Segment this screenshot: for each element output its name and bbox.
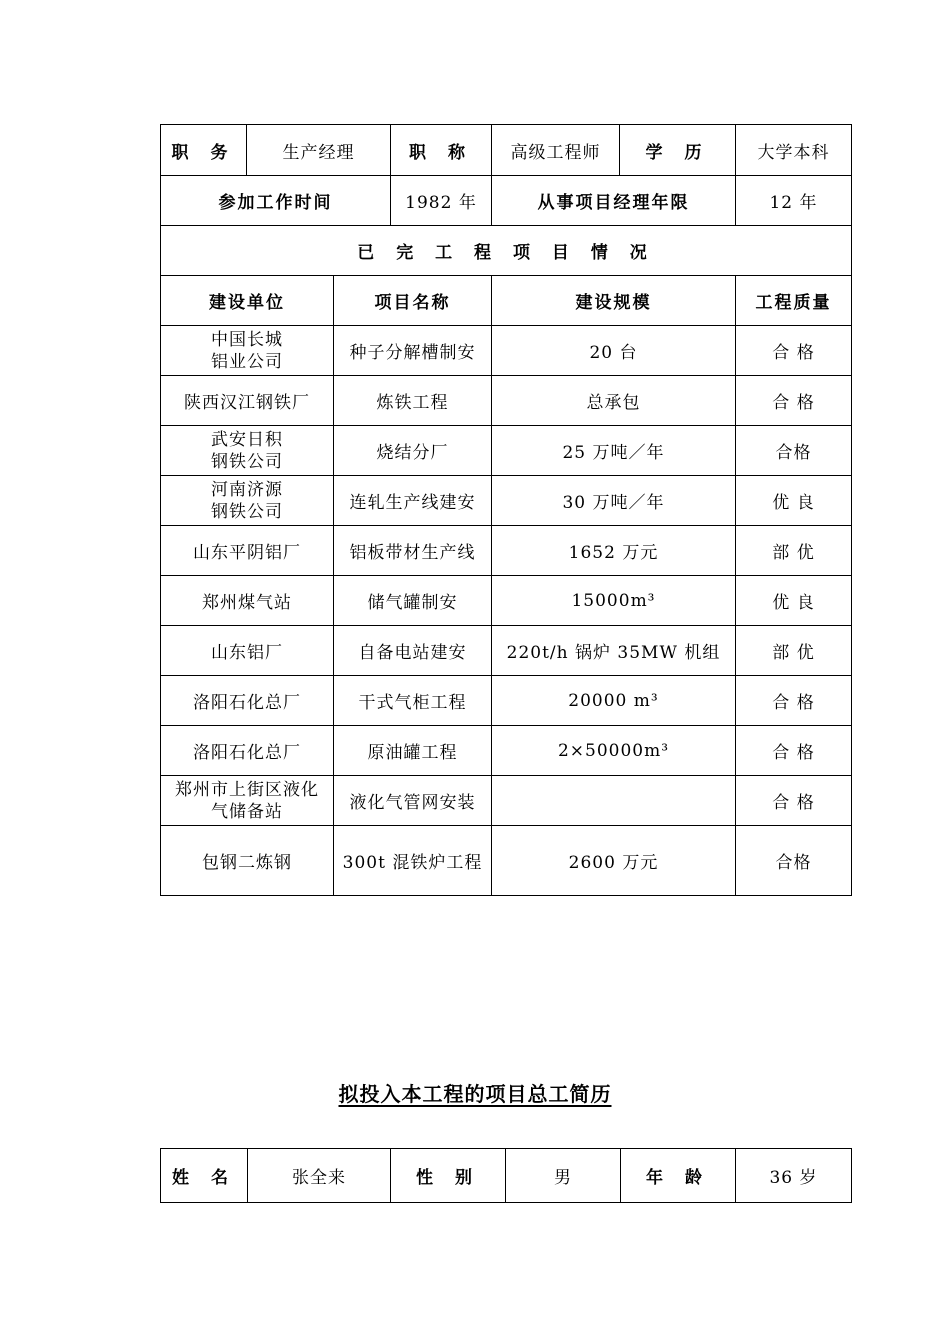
unit-cell: 山东铝厂 [161,626,334,676]
work-start-value: 1982 年 [391,176,492,226]
header-row [161,276,852,326]
pm-years-label: 从事项目经理年限 [492,176,736,226]
unit-cell: 郑州市上街区液化 气储备站 [161,776,334,826]
quality-cell: 合 格 [736,676,852,726]
scale-cell: 30 万吨／年 [492,476,736,526]
chief-engineer-resume-title: 拟投入本工程的项目总工简历 [338,1082,612,1106]
project-cell: 铝板带材生产线 [334,526,492,576]
table-row [161,676,852,726]
table-row [161,376,852,426]
chief-engineer-row [161,1149,852,1203]
scale-cell: 25 万吨／年 [492,426,736,476]
table-row [161,576,852,626]
title-value: 高级工程师 [492,125,620,176]
project-rows [161,326,852,896]
unit-cell: 中国长城 铝业公司 [161,326,334,376]
pm-years-value: 12 年 [736,176,852,226]
table-row [161,726,852,776]
name-value: 张全来 [248,1149,391,1203]
project-cell: 300t 混铁炉工程 [334,826,492,896]
table-row [161,476,852,526]
education-label: 学 历 [620,125,736,176]
unit-cell: 山东平阴铝厂 [161,526,334,576]
project-cell: 原油罐工程 [334,726,492,776]
completed-projects-heading: 已 完 工 程 项 目 情 况 [161,226,852,276]
table-row [161,426,852,476]
header-scale: 建设规模 [492,276,736,326]
quality-cell: 优 良 [736,476,852,526]
unit-cell: 武安日积 钢铁公司 [161,426,334,476]
scale-cell: 总承包 [492,376,736,426]
chief-engineer-table [160,1148,852,1203]
scale-cell: 2×50000m³ [492,726,736,776]
table-row [161,526,852,576]
scale-cell: 220t/h 锅炉 35MW 机组 [492,626,736,676]
project-cell: 自备电站建安 [334,626,492,676]
scale-cell: 15000m³ [492,576,736,626]
project-cell: 干式气柜工程 [334,676,492,726]
scale-cell: 20000 m³ [492,676,736,726]
scale-cell: 20 台 [492,326,736,376]
unit-cell: 包钢二炼钢 [161,826,334,896]
quality-cell: 优 良 [736,576,852,626]
section2-title [0,1078,950,1107]
section-title-row [161,226,852,276]
unit-cell: 河南济源 钢铁公司 [161,476,334,526]
table-row [161,776,852,826]
quality-cell: 合 格 [736,776,852,826]
title-label: 职 称 [391,125,492,176]
quality-cell: 合 格 [736,376,852,426]
completed-projects-table [160,124,852,896]
header-quality: 工程质量 [736,276,852,326]
quality-cell: 合 格 [736,726,852,776]
quality-cell: 合格 [736,826,852,896]
table-row [161,326,852,376]
info-row-1 [161,125,852,176]
gender-value: 男 [506,1149,621,1203]
unit-cell: 郑州煤气站 [161,576,334,626]
header-unit: 建设单位 [161,276,334,326]
unit-cell: 洛阳石化总厂 [161,726,334,776]
name-label: 姓 名 [161,1149,248,1203]
position-value: 生产经理 [247,125,391,176]
position-label: 职 务 [161,125,247,176]
project-cell: 连轧生产线建安 [334,476,492,526]
project-cell: 炼铁工程 [334,376,492,426]
project-cell: 烧结分厂 [334,426,492,476]
quality-cell: 合格 [736,426,852,476]
header-project: 项目名称 [334,276,492,326]
unit-cell: 洛阳石化总厂 [161,676,334,726]
age-label: 年 龄 [621,1149,736,1203]
age-value: 36 岁 [736,1149,852,1203]
quality-cell: 合 格 [736,326,852,376]
scale-cell: 2600 万元 [492,826,736,896]
project-cell: 液化气管网安装 [334,776,492,826]
quality-cell: 部 优 [736,526,852,576]
project-cell: 种子分解槽制安 [334,326,492,376]
work-start-label: 参加工作时间 [161,176,391,226]
scale-cell [492,776,736,826]
quality-cell: 部 优 [736,626,852,676]
unit-cell: 陕西汉江钢铁厂 [161,376,334,426]
project-cell: 储气罐制安 [334,576,492,626]
table-row [161,826,852,896]
gender-label: 性 别 [391,1149,506,1203]
scale-cell: 1652 万元 [492,526,736,576]
education-value: 大学本科 [736,125,852,176]
info-row-2 [161,176,852,226]
table-row [161,626,852,676]
